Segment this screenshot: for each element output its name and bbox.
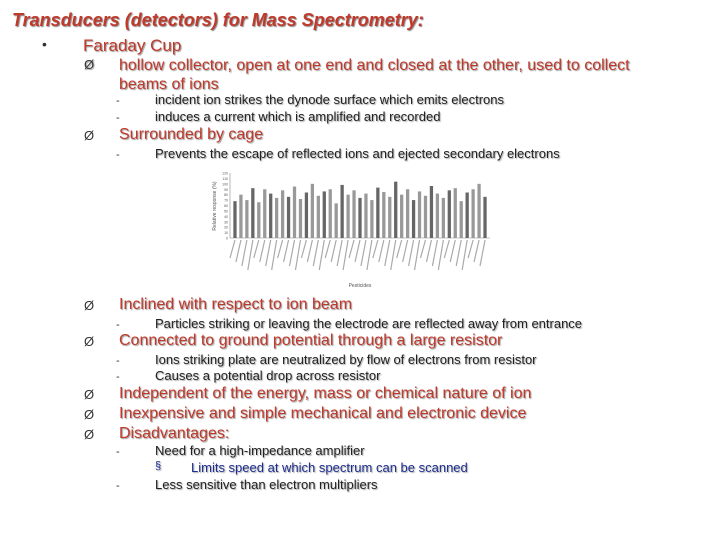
dash-bullet-icon: - [116,446,120,458]
chart-bar [293,187,296,238]
x-tick-label-mark [337,240,342,266]
y-tick-label: 80 [224,193,228,198]
y-tick-label: 10 [224,231,228,236]
chart-bar [364,194,367,238]
dash-bullet-icon: - [116,149,120,161]
chart-bar [239,195,242,238]
chart-bar [305,193,308,239]
chart-bar [269,194,272,238]
chart-bar [335,203,338,238]
y-tick-label: 60 [224,204,228,208]
hollow-collector-line1: hollow collector, open at one end and closed at the other, used to collect [119,57,630,74]
y-tick-label: 120 [222,171,228,176]
chart-bar [329,189,332,238]
arrow-bullet-icon: Ø [84,334,95,349]
arrow-bullet-icon: Ø [84,387,95,402]
chart-bar [358,198,361,238]
chart-bar [311,184,314,238]
chart-bar [257,202,260,238]
x-tick-label-mark [426,240,431,262]
ground-heading: Connected to ground potential through a large resistor [119,332,503,349]
x-tick-label-mark [260,240,265,262]
dash-bullet-icon: - [116,480,120,492]
x-tick-label-mark [313,240,318,266]
x-tick-label-mark [361,240,366,266]
chart-bar [400,195,403,238]
x-tick-label-mark [415,240,420,270]
x-tick-label-mark [397,240,402,258]
x-tick-label-mark [355,240,360,262]
slide-title: Transducers (detectors) for Mass Spectrometry: [12,10,424,30]
x-tick-label-mark [284,240,289,262]
square-bullet-icon: § [155,460,162,472]
chart-bar [430,186,433,238]
chart-bar [388,197,391,238]
arrow-bullet-icon: Ø [84,128,95,143]
x-tick-label-mark [349,240,354,258]
dash-bullet-icon: - [116,319,120,331]
y-tick-label: 110 [222,176,228,181]
x-tick-label-mark [367,240,372,270]
inexpensive-heading: Inexpensive and simple mechanical and electronic device [119,405,527,422]
disadvantage-speed: Limits speed at which spectrum can be scanned [191,460,468,475]
chart-bar [448,190,451,238]
ground-subtext2: Causes a potential drop across resistor [155,368,381,383]
x-tick-label-mark [319,240,324,270]
x-tick-label-mark [254,240,259,258]
chart-bar [460,201,463,238]
y-tick-label: 90 [224,187,228,192]
x-tick-label-mark [301,240,306,258]
disadvantage-sensitivity: Less sensitive than electron multipliers [155,477,378,492]
x-tick-label-mark [480,240,485,266]
dash-bullet-icon: - [116,95,120,107]
pesticide-chart [208,168,493,290]
y-tick-label: 40 [224,214,228,219]
y-tick-label: 70 [224,198,228,203]
chart-bar [251,188,254,238]
arrow-bullet-icon: Ø [84,407,95,422]
x-tick-label-mark [331,240,336,262]
disadvantage-amplifier: Need for a high-impedance amplifier [155,443,365,458]
x-tick-label-mark [248,240,253,270]
x-tick-label-mark [403,240,408,262]
x-tick-label-mark [230,240,235,258]
x-tick-label-mark [379,240,384,262]
current-text: induces a current which is amplified and recorded [155,109,441,124]
cage-subtext: Prevents the escape of reflected ions and ejected secondary electrons [155,146,560,161]
x-tick-label-mark [385,240,390,266]
chart-bar [471,189,474,238]
chart-bar [323,191,326,238]
chart-bar [394,182,397,238]
x-tick-label-mark [409,240,414,266]
x-tick-label-mark [474,240,479,262]
dynode-text: incident ion strikes the dynode surface which emits electrons [155,92,505,107]
chart-bar [299,199,302,238]
x-tick-label-mark [450,240,455,262]
chart-bar [436,194,439,238]
y-tick-label: 20 [224,225,228,230]
chart-bar [317,196,320,238]
chart-bar [245,200,248,238]
chart-bar [466,193,469,239]
chart-ylabel: Relative response (%) [212,181,218,231]
x-tick-label-mark [307,240,312,262]
inclined-subtext: Particles striking or leaving the electrode are reflected away from entrance [155,316,583,331]
independent-heading: Independent of the energy, mass or chemical nature of ion [119,385,532,402]
cage-heading: Surrounded by cage [119,126,264,143]
hollow-collector-line2: beams of ions [119,76,219,93]
x-tick-label-mark [266,240,271,266]
x-tick-label-mark [295,240,300,270]
x-tick-label-mark [438,240,443,270]
x-tick-label-mark [468,240,473,258]
ground-subtext1: Ions striking plate are neutralized by flow of electrons from resistor [155,352,537,367]
faraday-cup-heading: Faraday Cup [83,36,182,55]
arrow-bullet-icon: Ø [84,298,95,313]
chart-bar [483,197,486,238]
dash-bullet-icon: - [116,355,120,367]
chart-bar [263,189,266,238]
chart-bar [275,198,278,238]
chart-bar [341,185,344,238]
inclined-heading: Inclined with respect to ion beam [119,296,353,313]
x-tick-label-mark [391,240,396,270]
x-tick-label-mark [432,240,437,266]
chart-bar [346,195,349,238]
arrow-bullet-icon: Ø [84,427,95,442]
chart-bar [412,200,415,238]
x-tick-label-mark [278,240,283,258]
x-tick-label-mark [290,240,295,266]
chart-bar [281,190,284,238]
x-tick-label-mark [242,240,247,266]
y-tick-label: 50 [224,209,228,214]
x-tick-label-mark [272,240,277,270]
x-tick-label-mark [325,240,330,258]
chart-bar [370,200,373,238]
dash-bullet-icon: - [116,371,120,383]
chart-bar [233,201,236,238]
x-tick-label-mark [444,240,449,258]
x-tick-label-mark [420,240,425,258]
disadvantages-heading: Disadvantages: [119,425,230,442]
x-tick-label-mark [373,240,378,258]
x-tick-label-mark [462,240,467,270]
bullet-icon: • [42,36,47,52]
chart-bar [287,197,290,238]
chart-bar [376,188,379,238]
x-tick-label-mark [236,240,241,262]
y-tick-label: 0 [226,236,228,241]
chart-bar [477,184,480,238]
chart-bar [454,188,457,238]
x-tick-label-mark [343,240,348,270]
y-tick-label: 100 [222,182,228,187]
chart-bar [424,196,427,238]
dash-bullet-icon: - [116,112,120,124]
chart-bar [406,189,409,238]
chart-xlabel: Pesticides [348,283,372,289]
chart-bar [352,190,355,238]
chart-bar [442,198,445,238]
arrow-bullet-icon: Ø [84,57,95,72]
chart-bar [418,191,421,238]
x-tick-label-mark [456,240,461,266]
chart-bar [382,192,385,238]
y-tick-label: 30 [224,220,228,225]
